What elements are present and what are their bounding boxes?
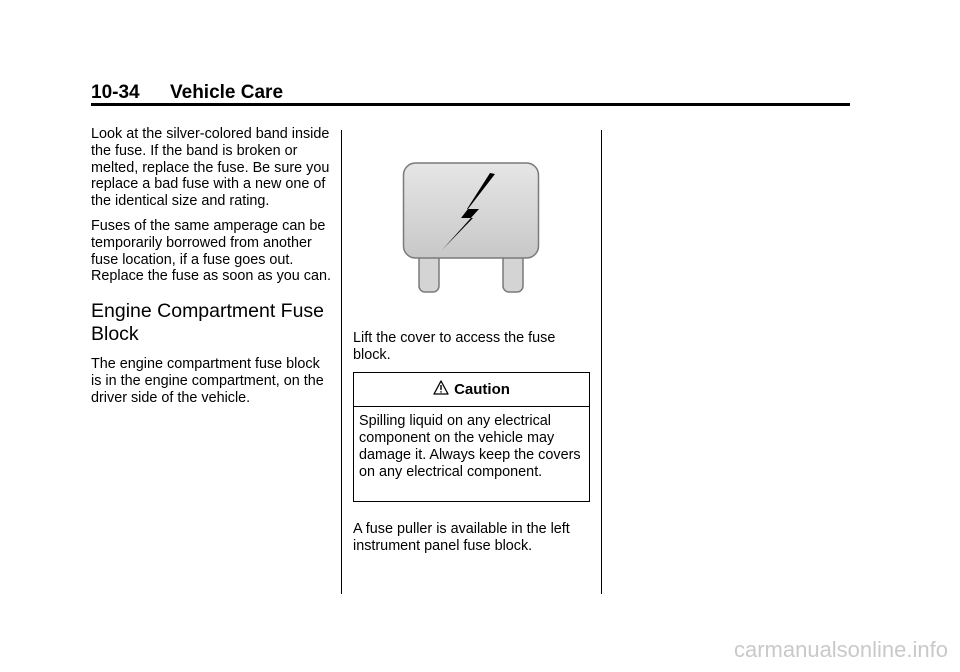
header-rule <box>91 103 850 106</box>
page-number: 10-34 <box>91 82 140 103</box>
caution-box <box>353 372 590 502</box>
column-divider <box>341 130 342 594</box>
warning-triangle-icon <box>433 380 449 400</box>
section-heading: Engine Compartment Fuse Block <box>91 300 325 346</box>
caution-body: Spilling liquid on any electrical component on the vehicle may damage it. Always keep the covers on any electrical component. <box>359 413 581 480</box>
caution-title: Caution <box>454 381 510 398</box>
paragraph-fuse-band: Look at the silver-colored band inside the fuse. If the band is broken or melted, replace the fuse. Be sure you replace a bad fuse with a new one of the identical size and rating. <box>91 126 330 210</box>
paragraph-fuse-puller: A fuse puller is available in the left instrument panel fuse block. <box>353 521 570 554</box>
watermark-text: carmanualsonline.info <box>733 637 948 662</box>
paragraph-fuse-block-location: The engine compartment fuse block is in the engine compartment, on the driver side of the vehicle. <box>91 356 324 406</box>
paragraph-lift-cover: Lift the cover to access the fuse block. <box>353 330 556 363</box>
section-title: Vehicle Care <box>170 82 284 103</box>
paragraph-fuse-borrow: Fuses of the same amperage can be temporarily borrowed from another fuse location, if a fuse goes out. Replace the fuse as soon as you can. <box>91 217 331 285</box>
column-left <box>91 126 331 415</box>
fuse-lightning-icon <box>402 160 540 298</box>
caution-header <box>354 373 589 407</box>
column-divider <box>601 130 602 594</box>
